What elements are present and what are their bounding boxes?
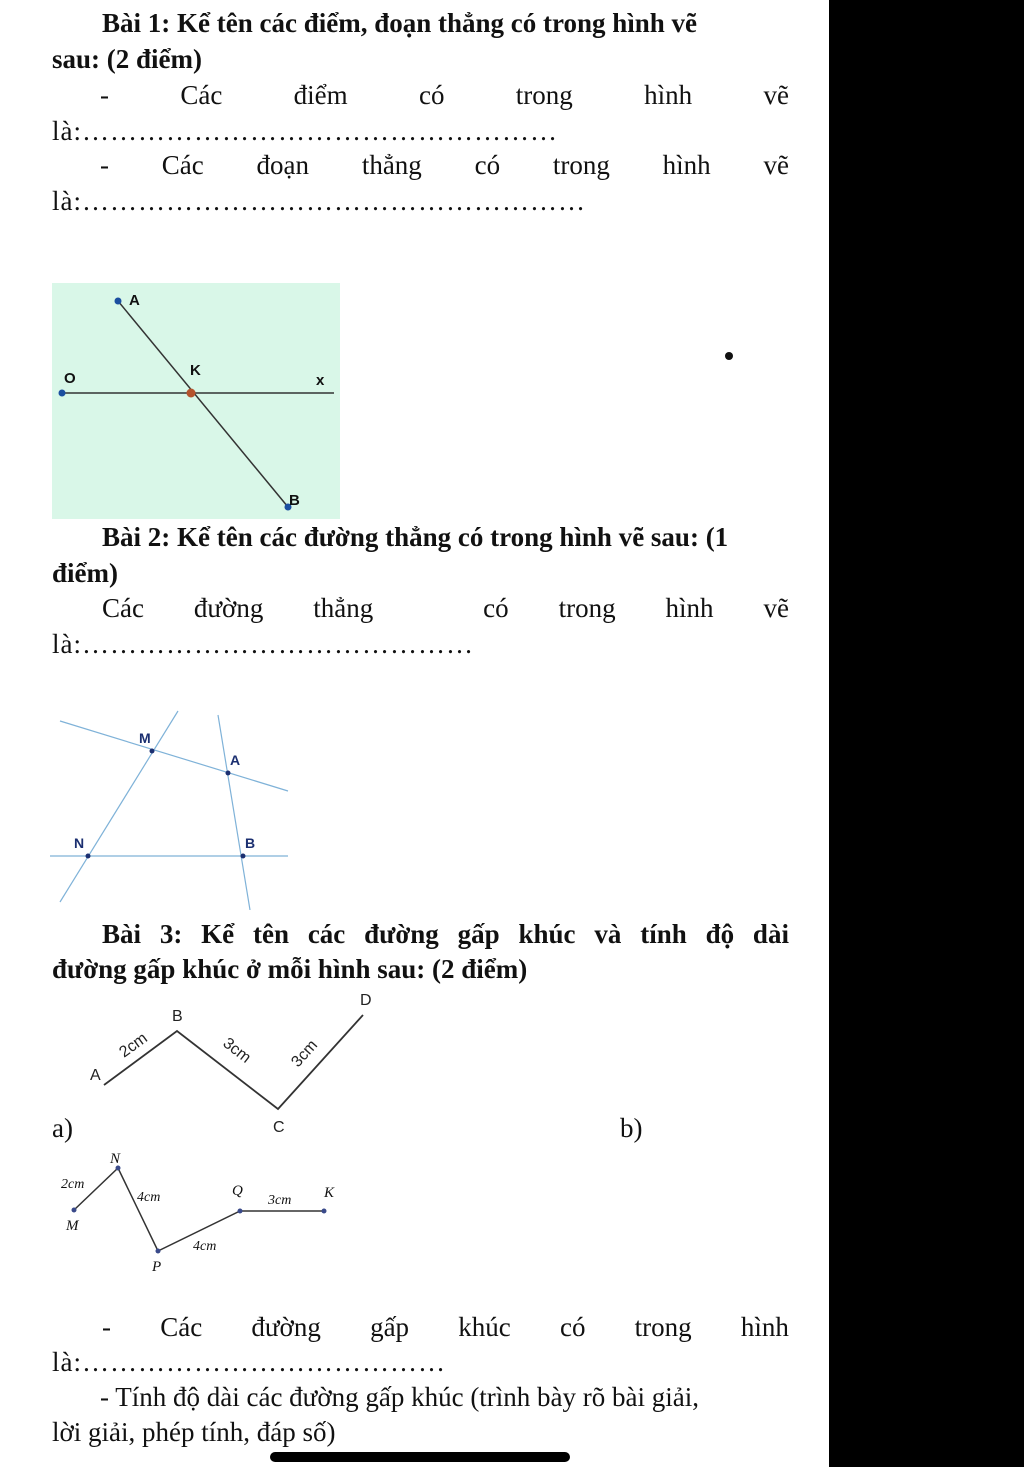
length-mn: 2cm (61, 1177, 85, 1192)
home-indicator-bar[interactable] (270, 1452, 570, 1462)
label-c: C (273, 1119, 285, 1136)
length-pq: 4cm (193, 1239, 217, 1254)
bai2-question-lines: Các đường thẳng có trong hình vẽ (102, 593, 789, 623)
bai3-title-cont: đường gấp khúc ở mỗi hình sau: (2 điểm) (52, 954, 528, 984)
point-m (72, 1208, 77, 1213)
label-k: K (190, 362, 201, 379)
bai1-question-segments: - Các đoạn thẳng có trong hình vẽ (100, 150, 789, 180)
bai1-answer-segments: là:……………………………………………… (52, 186, 586, 216)
polyline-abcd (104, 1015, 363, 1109)
figure-background (52, 283, 340, 519)
bai3-figure-b (52, 1145, 352, 1280)
label-a: A (129, 292, 140, 309)
point-a (226, 771, 231, 776)
bai1-answer-points: là:…………………………………………… (52, 116, 558, 146)
point-o (59, 390, 66, 397)
label-d: D (360, 992, 372, 1009)
bai3-question-length: - Tính độ dài các đường gấp khúc (trình bày rõ bài giải, (100, 1382, 699, 1412)
point-q (238, 1209, 243, 1214)
label-n: N (74, 835, 85, 851)
label-q: Q (232, 1183, 243, 1199)
point-a (115, 298, 122, 305)
label-x: x (316, 372, 325, 389)
part-a-label: a) (52, 1113, 73, 1143)
label-a: A (90, 1067, 101, 1084)
label-a: A (230, 752, 241, 768)
bai2-figure (50, 705, 290, 910)
point-n (86, 854, 91, 859)
bai1-question-points: - Các điểm có trong hình vẽ (100, 80, 789, 110)
bai3-title: Bài 3: Kể tên các đường gấp khúc và tính độ dài (102, 919, 789, 949)
bai3-question-polylines: - Các đường gấp khúc có trong hình (102, 1312, 789, 1342)
label-b: B (289, 492, 300, 509)
point-p (156, 1249, 161, 1254)
bai3-answer-polylines: là:………………………………… (52, 1347, 446, 1377)
point-k (322, 1209, 327, 1214)
length-cd: 3cm (288, 1036, 322, 1071)
label-o: O (64, 370, 76, 387)
bai1-title-cont: sau: (2 điểm) (52, 44, 202, 74)
point-k (187, 389, 196, 398)
label-m: M (139, 730, 151, 746)
label-p: P (152, 1259, 162, 1275)
label-b: B (245, 835, 256, 851)
line-ma (60, 721, 288, 791)
bai3-figure-a (80, 985, 390, 1140)
part-b-label: b) (620, 1113, 643, 1143)
bai2-answer-lines: là:…………………………………… (52, 629, 474, 659)
length-qk: 3cm (268, 1193, 292, 1208)
bai2-title-cont: điểm) (52, 558, 118, 588)
label-n: N (110, 1151, 121, 1167)
bai2-title: Bài 2: Kể tên các đường thẳng có trong hình vẽ sau: (1 (102, 522, 729, 552)
bai1-title: Bài 1: Kể tên các điểm, đoạn thẳng có trong hình vẽ (102, 8, 698, 38)
label-m: M (66, 1218, 79, 1234)
point-b (241, 854, 246, 859)
label-k: K (324, 1185, 335, 1201)
length-ab: 2cm (116, 1029, 151, 1062)
point-m (150, 749, 155, 754)
line-ab (218, 715, 250, 910)
bai3-question-length-cont: lời giải, phép tính, đáp số) (52, 1417, 336, 1447)
stray-dot (725, 352, 733, 360)
length-bc: 3cm (219, 1034, 254, 1067)
length-np: 4cm (137, 1190, 161, 1205)
bai1-figure (52, 283, 340, 519)
label-b: B (172, 1008, 183, 1025)
